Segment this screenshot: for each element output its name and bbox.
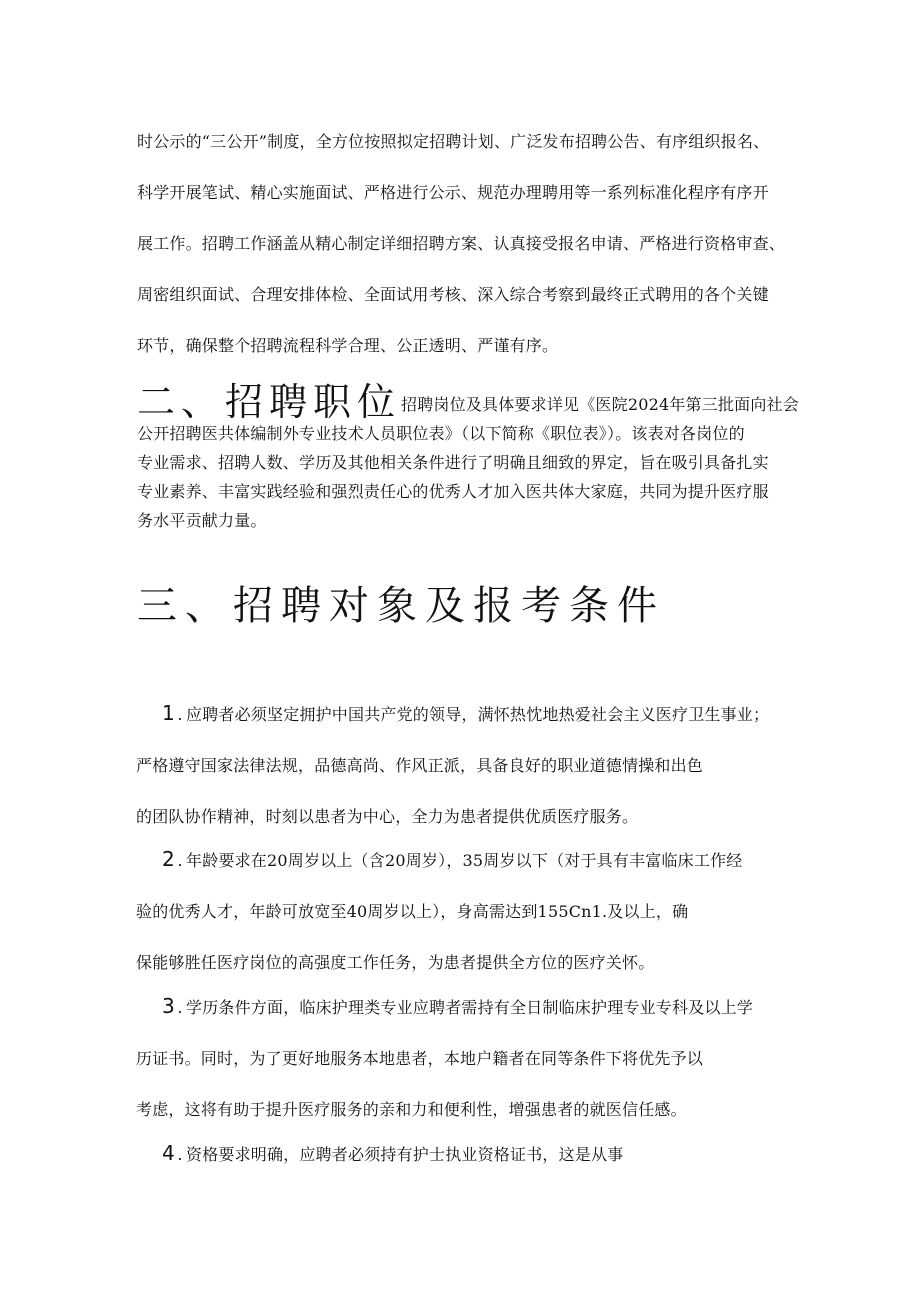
paragraph-line: 专业素养、丰富实践经验和强烈责任心的优秀人才加入医共体大家庭，共同为提升医疗服 [137, 482, 769, 501]
paragraph-line: 周密组织面试、合理安排体检、全面试用考核、深入综合考察到最终正式聘用的各个关键 [137, 285, 769, 304]
paragraph-line: 科学开展笔试、精心实施面试、严格进行公示、规范办理聘用等一系列标准化程序有序开 [137, 183, 769, 202]
list-item-first-line [162, 1128, 822, 1180]
list-item-number: 2 [162, 847, 175, 871]
paragraph-line: 时公示的“三公开”制度，全方位按照拟定招聘计划、广泛发布招聘公告、有序组织报名、 [137, 132, 770, 151]
list-item-text: 严格遵守国家法律法规，品德高尚、作风正派，具备良好的职业道德情操和出色 [136, 756, 704, 775]
list-item-number: 3 [162, 994, 175, 1018]
list-item-text: 的团队协作精神，时刻以患者为中心，全力为患者提供优质医疗服务。 [136, 807, 639, 826]
section-heading-positions: 二、招聘职位 [137, 380, 402, 424]
section-positions [137, 380, 809, 535]
list-item-text: 验的优秀人才，年龄可放宽至40周岁以上），身高需达到155Cn1.及以上，确 [136, 902, 689, 921]
section-positions-first-line [137, 380, 809, 424]
list-item-first-line [162, 981, 822, 1033]
list-item-text: 学历条件方面，临床护理类专业应聘者需持有全日制临床护理专业专科及以上学 [186, 998, 754, 1017]
list-item-text: 年龄要求在20周岁以上（含20周岁），35周岁以下（对于具有丰富临床工作经 [186, 851, 743, 870]
paragraph-line: 公开招聘医共体编制外专业技术人员职位表》（以下简称《职位表》）。该表对各岗位的 [137, 424, 745, 443]
list-item-number: 1 [162, 701, 175, 725]
list-item-dot: . [177, 998, 183, 1017]
list-item [162, 1128, 822, 1180]
paragraph-line: 专业需求、招聘人数、学历及其他相关条件进行了明确且细致的界定，旨在吸引具备扎实 [137, 453, 769, 472]
list-item-first-line [162, 688, 822, 740]
list-item-text: 应聘者必须坚定拥护中国共产党的领导，满怀热忱地热爱社会主义医疗卫生事业； [186, 705, 770, 724]
list-item [136, 688, 822, 842]
list-item-dot: . [177, 1145, 183, 1164]
paragraph-line: 招聘岗位及具体要求详见《医院2024年第三批面向社会 [401, 395, 799, 414]
list-item [136, 834, 822, 988]
intro-paragraph [137, 116, 797, 371]
section-heading-requirements: 三、招聘对象及报考条件 [137, 583, 665, 629]
list-item-dot: . [177, 705, 183, 724]
list-item [136, 981, 822, 1135]
paragraph-line: 展工作。招聘工作涵盖从精心制定详细招聘方案、认真接受报名申请、严格进行资格审查、 [137, 234, 786, 253]
list-item-first-line [162, 834, 822, 886]
list-item-dot: . [177, 851, 183, 870]
list-item-number: 4 [162, 1141, 175, 1165]
list-item-text: 保能够胜任医疗岗位的高强度工作任务，为患者提供全方位的医疗关怀。 [136, 953, 655, 972]
list-item-text: 资格要求明确，应聘者必须持有护士执业资格证书，这是从事 [186, 1145, 624, 1164]
paragraph-line: 务水平贡献力量。 [137, 511, 267, 530]
paragraph-line: 环节，确保整个招聘流程科学合理、公正透明、严谨有序。 [137, 336, 559, 355]
list-item-text: 考虑，这将有助于提升医疗服务的亲和力和便利性，增强患者的就医信任感。 [136, 1100, 687, 1119]
list-item-text: 历证书。同时，为了更好地服务本地患者，本地户籍者在同等条件下将优先予以 [136, 1049, 704, 1068]
